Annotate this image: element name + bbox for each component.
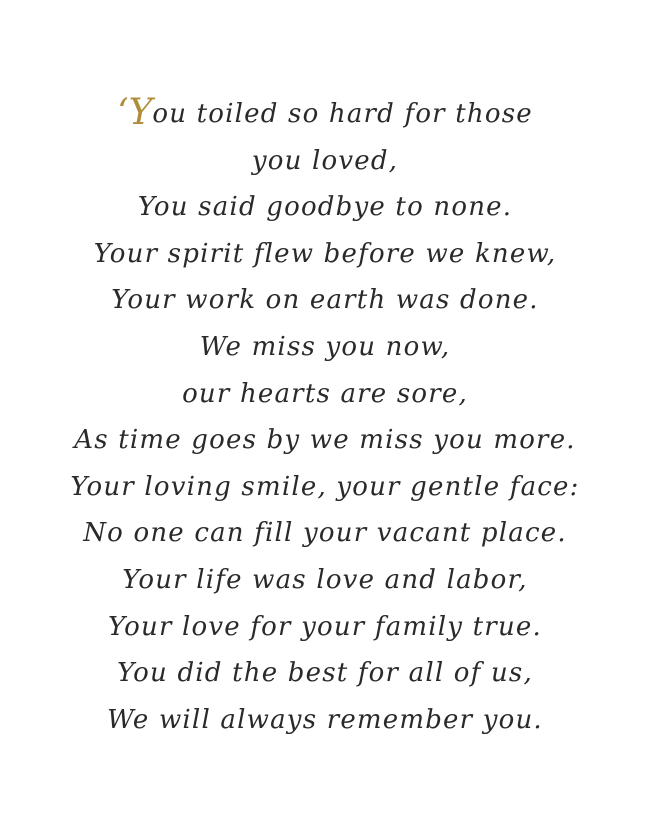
drop-cap: ‘Y: [117, 92, 153, 133]
poem-first-line-text: ou toiled so hard for those: [152, 99, 533, 129]
poem-line-7: our hearts are sore,: [182, 378, 468, 409]
poem-line-2: you loved,: [251, 145, 399, 176]
poem-text: [0, 90, 650, 743]
poem-line-1: [0, 90, 650, 138]
poem-line-3: You said goodbye to none.: [137, 192, 513, 223]
poem-first-line: [117, 90, 533, 138]
poem-line-8: As time goes by we miss you more.: [74, 425, 576, 456]
poem-line-6: We miss you now,: [199, 331, 451, 362]
poem-line-5: Your work on earth was done.: [111, 285, 539, 316]
poem-line-13: You did the best for all of us,: [117, 658, 533, 689]
poem-line-9: Your loving smile, your gentle face:: [70, 471, 580, 502]
poem-line-4: Your spirit flew before we knew,: [93, 238, 557, 269]
poem-line-12: Your love for your family true.: [108, 611, 542, 642]
poem-line-10: No one can fill your vacant place.: [83, 518, 567, 549]
poem-line-11: Your life was love and labor,: [122, 564, 528, 595]
poem-line-14: We will always remember you.: [107, 704, 543, 735]
